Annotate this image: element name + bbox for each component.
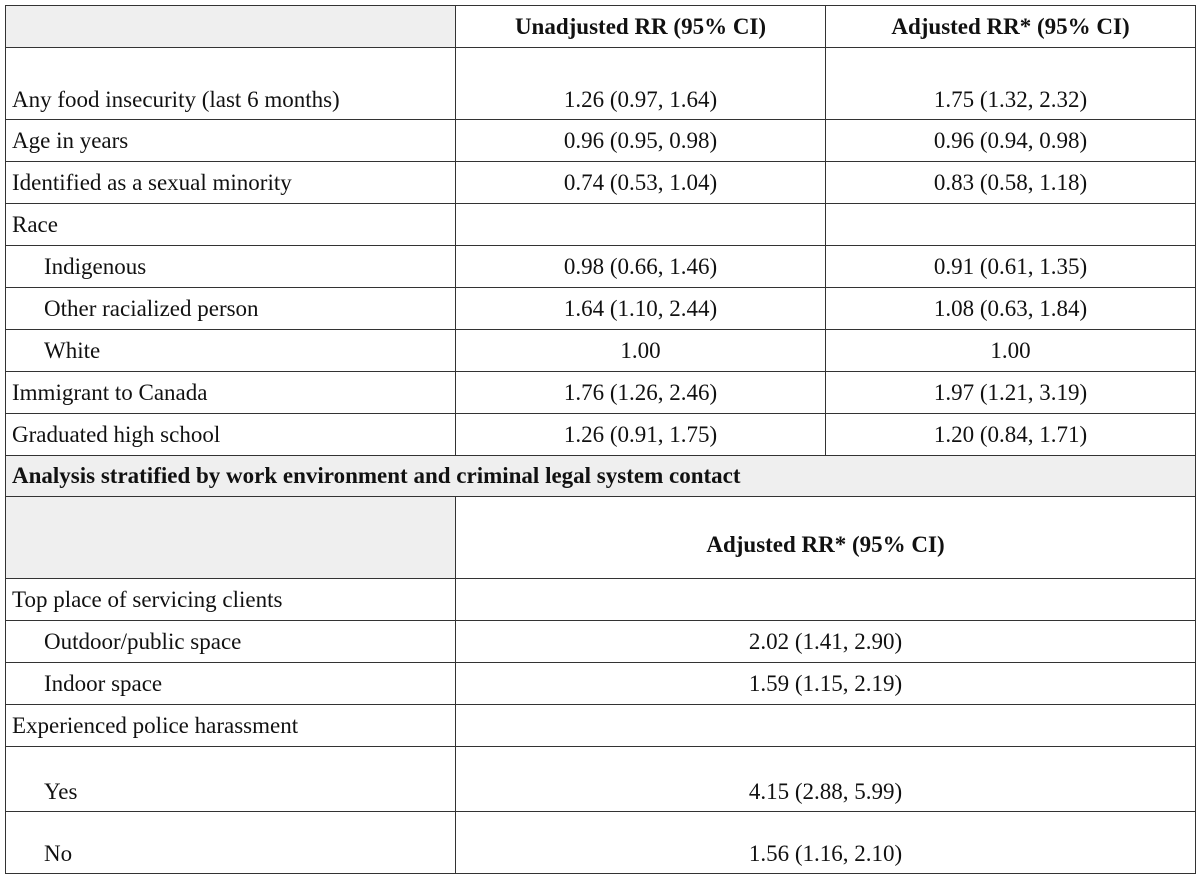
unadjusted-value: 1.64 (1.10, 2.44)	[456, 288, 826, 330]
row-label: No	[6, 812, 456, 874]
adjusted-value: 1.00	[826, 330, 1196, 372]
unadjusted-value: 0.98 (0.66, 1.46)	[456, 246, 826, 288]
rr-table-container	[5, 5, 1196, 874]
stratified-header-row	[6, 497, 1196, 579]
adjusted-value: 1.56 (1.16, 2.10)	[456, 812, 1196, 874]
header-empty-cell	[6, 6, 456, 48]
stratified-header-adjusted-rr: Adjusted RR* (95% CI)	[456, 497, 1196, 579]
table-row	[6, 705, 1196, 747]
row-label: Indigenous	[6, 246, 456, 288]
table-row	[6, 621, 1196, 663]
adjusted-value: 2.02 (1.41, 2.90)	[456, 621, 1196, 663]
row-label: Identified as a sexual minority	[6, 162, 456, 204]
unadjusted-value: 1.26 (0.91, 1.75)	[456, 414, 826, 456]
table-row	[6, 330, 1196, 372]
adjusted-value: 0.91 (0.61, 1.35)	[826, 246, 1196, 288]
adjusted-value: 1.75 (1.32, 2.32)	[826, 48, 1196, 120]
unadjusted-value: 0.74 (0.53, 1.04)	[456, 162, 826, 204]
unadjusted-value: 1.26 (0.97, 1.64)	[456, 48, 826, 120]
unadjusted-value: 1.76 (1.26, 2.46)	[456, 372, 826, 414]
table-row	[6, 663, 1196, 705]
row-label: Age in years	[6, 120, 456, 162]
table-row	[6, 288, 1196, 330]
table-row	[6, 372, 1196, 414]
row-label: Graduated high school	[6, 414, 456, 456]
table-row	[6, 48, 1196, 120]
header-unadjusted-rr: Unadjusted RR (95% CI)	[456, 6, 826, 48]
adjusted-value	[456, 579, 1196, 621]
table-row	[6, 414, 1196, 456]
unadjusted-value: 0.96 (0.95, 0.98)	[456, 120, 826, 162]
row-label: Any food insecurity (last 6 months)	[6, 48, 456, 120]
table-row	[6, 120, 1196, 162]
table-row	[6, 579, 1196, 621]
adjusted-value	[456, 705, 1196, 747]
adjusted-value: 0.96 (0.94, 0.98)	[826, 120, 1196, 162]
section-title-row	[6, 456, 1196, 497]
table-row	[6, 747, 1196, 812]
row-label: Immigrant to Canada	[6, 372, 456, 414]
row-label: Yes	[6, 747, 456, 812]
stratified-header-empty-cell	[6, 497, 456, 579]
section-title: Analysis stratified by work environment and criminal legal system contact	[6, 456, 1196, 497]
row-label: Indoor space	[6, 663, 456, 705]
row-label: Other racialized person	[6, 288, 456, 330]
adjusted-value: 0.83 (0.58, 1.18)	[826, 162, 1196, 204]
row-label: Race	[6, 204, 456, 246]
adjusted-value	[826, 204, 1196, 246]
adjusted-value: 4.15 (2.88, 5.99)	[456, 747, 1196, 812]
table-row	[6, 162, 1196, 204]
table-header-row	[6, 6, 1196, 48]
table-row	[6, 812, 1196, 874]
adjusted-value: 1.59 (1.15, 2.19)	[456, 663, 1196, 705]
adjusted-value: 1.08 (0.63, 1.84)	[826, 288, 1196, 330]
row-label: Experienced police harassment	[6, 705, 456, 747]
table-row	[6, 246, 1196, 288]
table-row	[6, 204, 1196, 246]
unadjusted-value	[456, 204, 826, 246]
row-label: Outdoor/public space	[6, 621, 456, 663]
header-adjusted-rr: Adjusted RR* (95% CI)	[826, 6, 1196, 48]
adjusted-value: 1.97 (1.21, 3.19)	[826, 372, 1196, 414]
row-label: Top place of servicing clients	[6, 579, 456, 621]
relative-risk-table	[5, 5, 1196, 874]
unadjusted-value: 1.00	[456, 330, 826, 372]
row-label: White	[6, 330, 456, 372]
adjusted-value: 1.20 (0.84, 1.71)	[826, 414, 1196, 456]
